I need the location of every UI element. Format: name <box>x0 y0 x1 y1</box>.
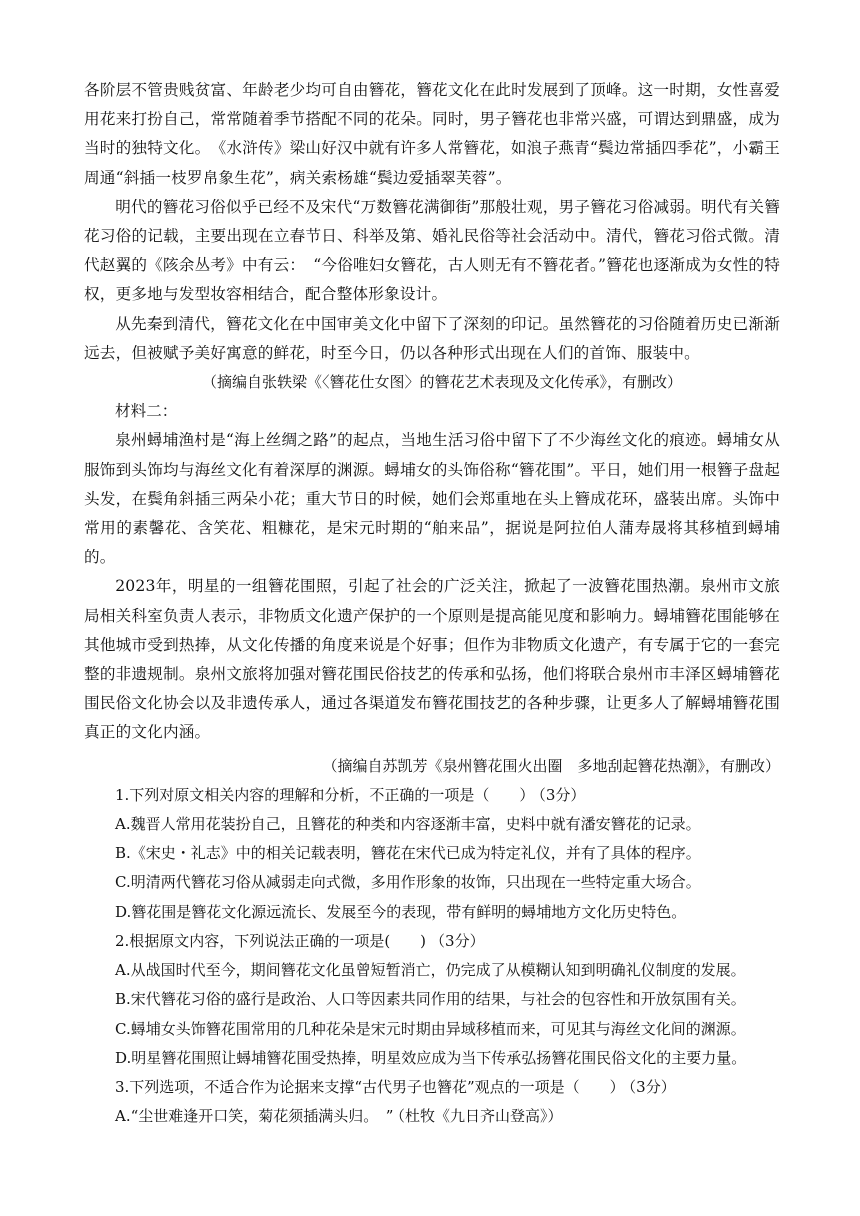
question-2-option-d: D.明星簪花围照让蟳埔簪花围受热捧，明星效应成为当下传承弘扬簪花围民俗文化的主要力量。 <box>115 1048 747 1067</box>
material2-paragraph-2: 2023年，明星的一组簪花围照，引起了社会的广泛关注，掀起了一波簪花围热潮。泉州市文旅局相关科室负责人表示，非物质文化遗产保护的一个原则是提高能见度和影响力。蟳埔簪花围能够在其他城市受到热捧，从文化传播的角度来说是个好事；但作为非物质文化遗产，有专属于它的一套完整的非遗规制。泉州文旅将加强对簪花围民俗技艺的传承和弘扬，他们将联合泉州市丰泽区蟳埔簪花围民俗文化协会以及非遗传承人，通过各渠道发布簪花围技艺的各种步骤，让更多人了解蟳埔簪花围真正的文化内涵。 <box>84 577 780 742</box>
question-3-option-a <box>84 1102 780 1131</box>
question-2-option-c: C.蟳埔女头饰簪花围常用的几种花朵是宋元时期由异域移植而来，可见其与海丝文化间的渊源。 <box>115 1019 746 1038</box>
question-2-text: 2.根据原文内容，下列说法正确的一项是( ) <box>115 931 427 950</box>
question-1-option-a: A.魏晋人常用花装扮自己，且簪花的种类和内容逐渐丰富，史料中就有潘安簪花的记录。 <box>115 815 701 834</box>
question-1-stem <box>84 781 780 810</box>
question-3-text: 3.下列选项，不适合作为论据来支撑“古代男子也簪花”观点的一项是（ ） <box>115 1077 625 1096</box>
material1-source: （摘编自张轶梁《〈簪花仕女图〉的簪花艺术表现及文化传承》，有删改） <box>201 373 682 392</box>
material1-paragraph-1: 各阶层不管贵贱贫富、年龄老少均可自由簪花，簪花文化在此时发展到了顶峰。这一时期，女性喜爱用花来打扮自己，常常随着季节搭配不同的花朵。同时，男子簪花也非常兴盛，可谓达到鼎盛，成为当时的独特文化。 《水浒传》梁山好汉中就有许多人常簪花，如浪子燕青“鬓边常插四季花”，小霸王周通“斜插一枝罗帛象生花”，病关索杨雄“鬓边爱插翠芙蓉”。 <box>84 81 780 187</box>
question-1-option-b: B.《宋史・礼志》中的相关记载表明，簪花在宋代已成为特定礼仪，并有了具体的程序。 <box>115 844 701 863</box>
material2-label: 材料二： <box>115 402 178 421</box>
material1-paragraph-3: 从先秦到清代，簪花文化在中国审美文化中留下了深刻的印记。虽然簪花的习俗随着历史已渐渐远去，但被赋予美好寓意的鲜花，时至今日，仍以各种形式出现在人们的首饰、服装中。 <box>84 314 780 362</box>
question-1-text: 1.下列对原文相关内容的理解和分析，不正确的一项是（ ） <box>115 785 535 804</box>
question-3-stem <box>84 1073 780 1102</box>
question-1-score: （3分） <box>538 785 586 804</box>
question-3-option-a-text: A.“尘世难逢开口笑，菊花须插满头归。 ” <box>115 1107 394 1126</box>
material2-source: （摘编自苏凯芳《泉州簪花围火出圈 多地刮起簪花热潮》，有删改） <box>322 756 780 775</box>
question-3-option-a-source: （杜牧《九日齐山登高》） <box>397 1107 563 1126</box>
question-2-score: （3分） <box>430 931 485 950</box>
question-1-option-d: D.簪花围是簪花文化源远流长、发展至今的表现，带有鲜明的蟳埔地方文化历史特色。 <box>115 902 687 921</box>
document-page <box>84 76 780 1131</box>
question-3-score: （3分） <box>628 1077 676 1096</box>
question-1-option-c: C.明清两代簪花习俗从减弱走向式微，多用作形象的妆饰，只出现在一些特定重大场合。 <box>115 873 701 892</box>
question-2-option-a: A.从战国时代至今，期间簪花文化虽曾短暂消亡，仍完成了从模糊认知到明确礼仪制度的发展。 <box>115 961 746 980</box>
material1-paragraph-2: 明代的簪花习俗似乎已经不及宋代“万数簪花满御街”那般壮观，男子簪花习俗减弱。明代有关簪花习俗的记载，主要出现在立春节日、科举及第、婚礼民俗等社会活动中。清代，簪花习俗式微。清代赵翼的《陔余丛考》中有云： “今俗唯妇女簪花，古人则无有不簪花者。”簪花也逐渐成为女性的特权，更多地与发型妆容相结合，配合整体形象设计。 <box>84 197 780 304</box>
material2-paragraph-1: 泉州蟳埔渔村是“海上丝绸之路”的起点，当地生活习俗中留下了不少海丝文化的痕迹。蟳埔女从服饰到头饰均与海丝文化有着深厚的渊源。蟳埔女的头饰俗称“簪花围”。平日，她们用一根簪子盘起头发，在鬓角斜插三两朵小花；重大节日的时候，她们会郑重地在头上簪成花环，盛装出席。头饰中常用的素馨花、含笑花、粗糠花，是宋元时期的“舶来品”，据说是阿拉伯人蒲寿晟将其移植到蟳埔的。 <box>84 431 780 567</box>
question-2-option-b: B.宋代簪花习俗的盛行是政治、人口等因素共同作用的结果，与社会的包容性和开放氛围有关。 <box>115 990 746 1009</box>
question-2-stem <box>84 927 780 956</box>
